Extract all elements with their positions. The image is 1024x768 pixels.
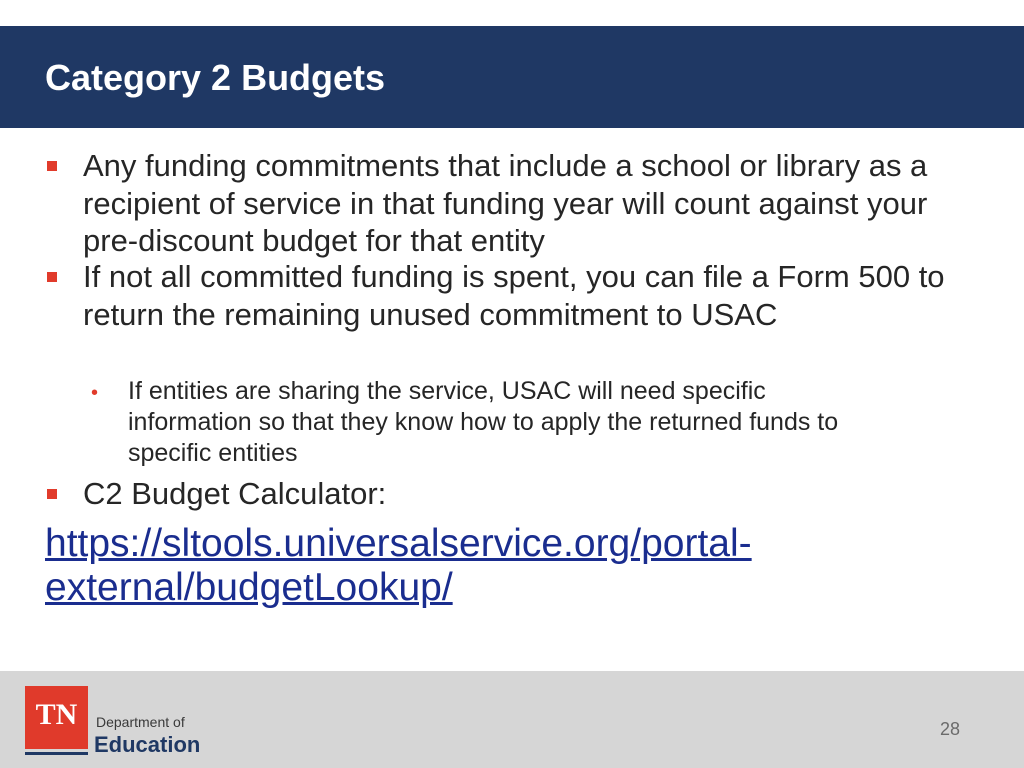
bullet-square-icon xyxy=(47,272,57,282)
budget-calculator-link[interactable]: https://sltools.universalservice.org/portal-external/budgetLookup/ xyxy=(45,522,752,609)
sub-bullet-dot-icon: • xyxy=(91,382,99,404)
tn-logo xyxy=(25,686,88,749)
bullet-text: C2 Budget Calculator: xyxy=(83,476,387,511)
bullet-text: If not all committed funding is spent, you can file a Form 500 to return the remaining unused commitment to USAC xyxy=(83,259,945,332)
logo-education-text: Education xyxy=(94,732,201,757)
bullet-square-icon xyxy=(47,161,57,171)
logo-department-text: Department of xyxy=(96,714,185,730)
bullet-square-icon xyxy=(47,489,57,499)
page-number: 28 xyxy=(939,719,961,739)
logo-underline xyxy=(25,752,88,755)
bullet-text: Any funding commitments that include a school or library as a recipient of service in that funding year will count against your pre-discount budget for that entity xyxy=(83,148,928,258)
logo-tn-text: TN xyxy=(35,698,78,731)
sub-bullet-text: If entities are sharing the service, USAC will need specific information so that they know how to apply the returned funds to specific entities xyxy=(128,377,839,467)
slide-title: Category 2 Budgets xyxy=(45,57,386,98)
